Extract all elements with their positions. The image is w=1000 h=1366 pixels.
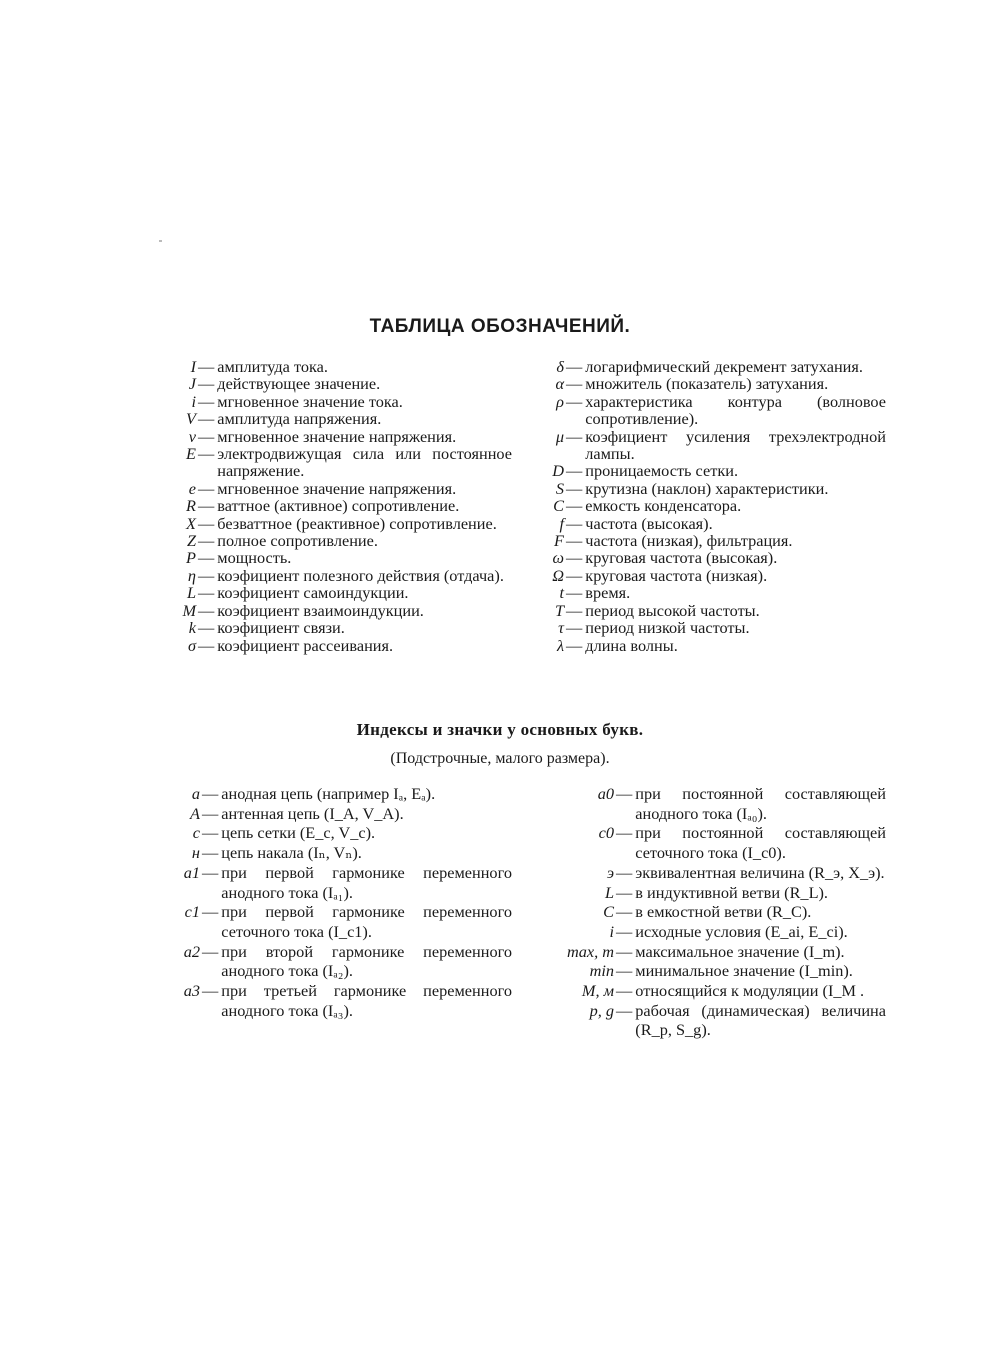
entry-dash: — [202,941,219,961]
entry-description: действующее значение. [217,374,381,394]
entry-symbol: A [190,803,200,823]
entry-description: амплитуда напряжения. [217,409,382,429]
entry-dash: — [198,357,215,376]
entry-dash: — [198,548,215,568]
entry-dash: — [198,565,215,585]
legend-entry [534,532,886,549]
entry-symbol: T [554,600,564,620]
entry-symbol: S [555,478,564,498]
entry-dash: — [616,882,633,902]
entry-dash: — [566,513,583,533]
entry-symbol: δ [556,357,564,376]
legend-entry [160,410,512,427]
entry-symbol: t [559,583,564,603]
legend-entry [160,637,512,654]
entry-symbol: L [186,583,196,603]
entry-symbol: I [190,357,196,376]
entry-description: мгновенное значение напряжения. [217,426,457,446]
legend-entry [160,619,512,636]
entry-description: круговая частота (низкая). [585,565,768,585]
legend-entry [160,497,512,514]
entry-symbol: ω [552,548,564,568]
entry-dash: — [198,426,215,446]
entry-description: коэфициент самоиндукции. [217,583,409,603]
entry-description: коэфициент связи. [217,618,345,638]
legend-entry [534,497,886,514]
entry-symbol: D [552,461,564,481]
entry-symbol: a [191,784,200,803]
entry-symbol: F [554,531,564,551]
legend-entry [160,393,512,410]
entry-symbol: v [188,426,196,446]
entry-dash: — [198,583,215,603]
legend-entry [534,619,886,636]
entry-description: характеристика контура (волновое сопротивление). [585,391,886,429]
indices-right-column [520,784,886,1040]
entry-symbol: R [186,496,196,516]
legend-entry [534,584,886,601]
legend-entry [520,784,886,823]
entry-description: частота (низкая), фильтрация. [585,531,793,551]
entry-symbol: ρ [556,391,564,411]
entry-description: при второй гармонике переменного анодного тока (Iₐ₂). [221,941,512,981]
entry-symbol: E [186,444,196,464]
legend-entry [520,961,886,981]
entry-dash: — [202,862,219,882]
entry-description: длина волны. [585,635,678,655]
legend-entry [520,863,886,883]
entry-description: антенная цепь (I_A, V_A). [221,803,404,823]
entry-dash: — [566,548,583,568]
entry-symbol: P [186,548,196,568]
legend-entry [520,981,886,1001]
entry-dash: — [566,357,583,376]
entry-symbol: τ [558,618,564,638]
entry-description: в индуктивной ветви (R_L). [635,882,829,902]
entry-description: минимальное значение (I_min). [635,961,853,981]
legend-entry [160,584,512,601]
entry-description: время. [585,583,631,603]
page-title: ТАБЛИЦА ОБОЗНАЧЕНИЙ. [369,316,631,337]
entry-symbol: i [191,391,196,411]
entry-symbol: J [188,374,196,394]
entry-symbol: a0 [597,784,614,803]
legend-entry [534,515,886,532]
legend-entry [160,515,512,532]
entry-dash: — [566,478,583,498]
entry-dash: — [198,496,215,516]
entry-dash: — [198,478,215,498]
entry-symbol: a2 [183,941,200,961]
entry-dash: — [202,902,219,922]
entry-description: емкость конденсатора. [585,496,742,516]
entry-dash: — [198,409,215,429]
entry-symbol: н [191,843,200,863]
legend-entry [534,428,886,463]
entry-symbol: M, м [581,981,614,1001]
entry-symbol: k [188,618,196,638]
entry-dash: — [202,843,219,863]
legend-entry [534,567,886,584]
entry-dash: — [616,823,633,843]
legend-entry [160,902,512,941]
entry-description: при первой гармонике переменного сеточного тока (I_c1). [221,902,512,941]
entry-dash: — [566,531,583,551]
entry-symbol: max, m [566,941,614,961]
entry-dash: — [202,803,219,823]
entry-dash: — [616,902,633,922]
entry-description: безваттное (реактивное) сопротивление. [217,513,497,533]
entry-dash: — [202,784,219,803]
entry-symbol: f [559,513,564,533]
legend-entry [160,480,512,497]
entry-dash: — [566,635,583,655]
legend-entry [160,358,512,375]
legend-entry [160,567,512,584]
legend-entry [160,445,512,480]
entry-description: круговая частота (высокая). [585,548,778,568]
legend-entry [160,804,512,824]
entry-description: множитель (показатель) затухания. [585,374,829,394]
entry-dash: — [566,618,583,638]
entry-symbol: a1 [183,862,200,882]
legend-entry [534,462,886,479]
entry-symbol: Ω [552,565,564,585]
entry-dash: — [198,531,215,551]
entry-description: относящийся к модуляции (I_M . [635,981,865,1001]
legend-entry [160,981,512,1020]
entry-dash: — [566,391,583,411]
entry-dash: — [566,374,583,394]
entry-dash: — [202,981,219,1001]
entry-description: при постоянной составляющей анодного тока (Iₐ₀). [635,784,886,823]
entry-symbol: C [553,496,564,516]
entry-dash: — [616,961,633,981]
legend-entry [520,902,886,922]
entry-description: полное сопротивление. [217,531,378,551]
entry-description: цепь накала (Iₙ, Vₙ). [221,843,362,863]
entry-description: проницаемость сетки. [585,461,739,481]
entry-symbol: μ [555,426,564,446]
legend-entry [520,922,886,942]
legend-entry [160,784,512,804]
entry-dash: — [566,496,583,516]
entry-dash: — [198,600,215,620]
legend-entry [520,1001,886,1040]
legend-entry [534,393,886,428]
entry-description: эквивалентная величина (R_э, X_э). [635,862,885,882]
legend-entry [534,602,886,619]
entry-description: логарифмический декремент затухания. [585,357,863,376]
entry-description: при постоянной составляющей сеточного тока (I_c0). [635,823,886,863]
entry-symbol: p, g [589,1000,614,1020]
entry-dash: — [566,600,583,620]
entry-dash: — [566,565,583,585]
entry-description: в емкостной ветви (R_C). [635,902,812,922]
legend-entry [160,428,512,445]
entry-dash: — [616,1000,633,1020]
entry-dash: — [198,635,215,655]
entry-description: амплитуда тока. [217,357,328,376]
indices-left-column [160,784,512,1020]
entry-symbol: e [188,478,196,498]
entry-description: при первой гармонике переменного анодного тока (Iₐ₁). [221,862,512,902]
entry-symbol: i [609,921,614,941]
legend-entry [534,480,886,497]
indices-note: (Подстрочные, малого размера). [390,750,610,767]
entry-symbol: α [555,374,564,394]
legend-entry [160,823,512,843]
entry-description: рабочая (динамическая) величина (R_p, S_g). [635,1000,886,1040]
entry-description: исходные условия (E_ai, E_ci). [635,921,848,941]
entry-description: период низкой частоты. [585,618,750,638]
entry-symbol: X [186,513,196,533]
symbols-left-column [160,358,512,654]
entry-symbol: M [182,600,196,620]
entry-description: цепь сетки (E_c, V_c). [221,823,376,843]
entry-description: частота (высокая). [585,513,713,533]
entry-dash: — [616,921,633,941]
entry-description: крутизна (наклон) характеристики. [585,478,829,498]
entry-dash: — [616,981,633,1001]
entry-description: мощность. [217,548,292,568]
entry-symbol: a3 [183,981,200,1001]
entry-symbol: C [603,902,614,922]
legend-entry [534,375,886,392]
legend-entry [534,549,886,566]
entry-symbol: c0 [598,823,614,843]
legend-entry [160,375,512,392]
entry-dash: — [616,941,633,961]
entry-symbol: Z [186,531,196,551]
entry-dash: — [566,461,583,481]
entry-dash: — [566,583,583,603]
legend-entry [160,843,512,863]
entry-dash: — [198,618,215,638]
legend-entry [534,637,886,654]
entry-symbol: c [192,823,200,843]
entry-description: мгновенное значение напряжения. [217,478,457,498]
entry-description: коэфициент рассеивания. [217,635,394,655]
entry-description: при третьей гармонике переменного анодного тока (Iₐ₃). [221,981,512,1020]
scan-speck [159,240,162,242]
entry-symbol: V [186,409,196,429]
entry-dash: — [566,426,583,446]
legend-entry [160,549,512,566]
entry-symbol: э [606,862,614,882]
legend-entry [160,532,512,549]
legend-entry [160,602,512,619]
entry-dash: — [198,391,215,411]
entry-symbol: η [187,565,196,585]
entry-symbol: min [589,961,614,981]
entry-description: мгновенное значение тока. [217,391,403,411]
entry-dash: — [616,862,633,882]
entry-description: коэфициент усиления трехэлектродной лампы. [585,426,886,464]
legend-entry [160,942,512,981]
legend-entry [520,883,886,903]
entry-dash: — [198,374,215,394]
legend-entry [520,942,886,962]
legend-entry [520,823,886,862]
entry-symbol: λ [556,635,564,655]
entry-symbol: c1 [184,902,200,922]
entry-description: анодная цепь (например Iₐ, Eₐ). [221,784,436,803]
entry-description: коэфициент полезного действия (отдача). [217,565,504,585]
entry-dash: — [616,784,633,803]
entry-dash: — [198,444,215,464]
symbols-right-column [534,358,886,654]
entry-description: период высокой частоты. [585,600,760,620]
indices-subtitle: Индексы и значки у основных букв. [356,720,644,739]
entry-symbol: L [604,882,614,902]
entry-description: ваттное (активное) сопротивление. [217,496,460,516]
entry-dash: — [198,513,215,533]
entry-symbol: σ [187,635,196,655]
entry-description: коэфициент взаимоиндукции. [217,600,424,620]
entry-dash: — [202,823,219,843]
legend-entry [160,863,512,902]
entry-description: электродвижущая сила или постоянное напряжение. [217,444,512,481]
legend-entry [534,358,886,375]
entry-description: максимальное значение (I_m). [635,941,845,961]
